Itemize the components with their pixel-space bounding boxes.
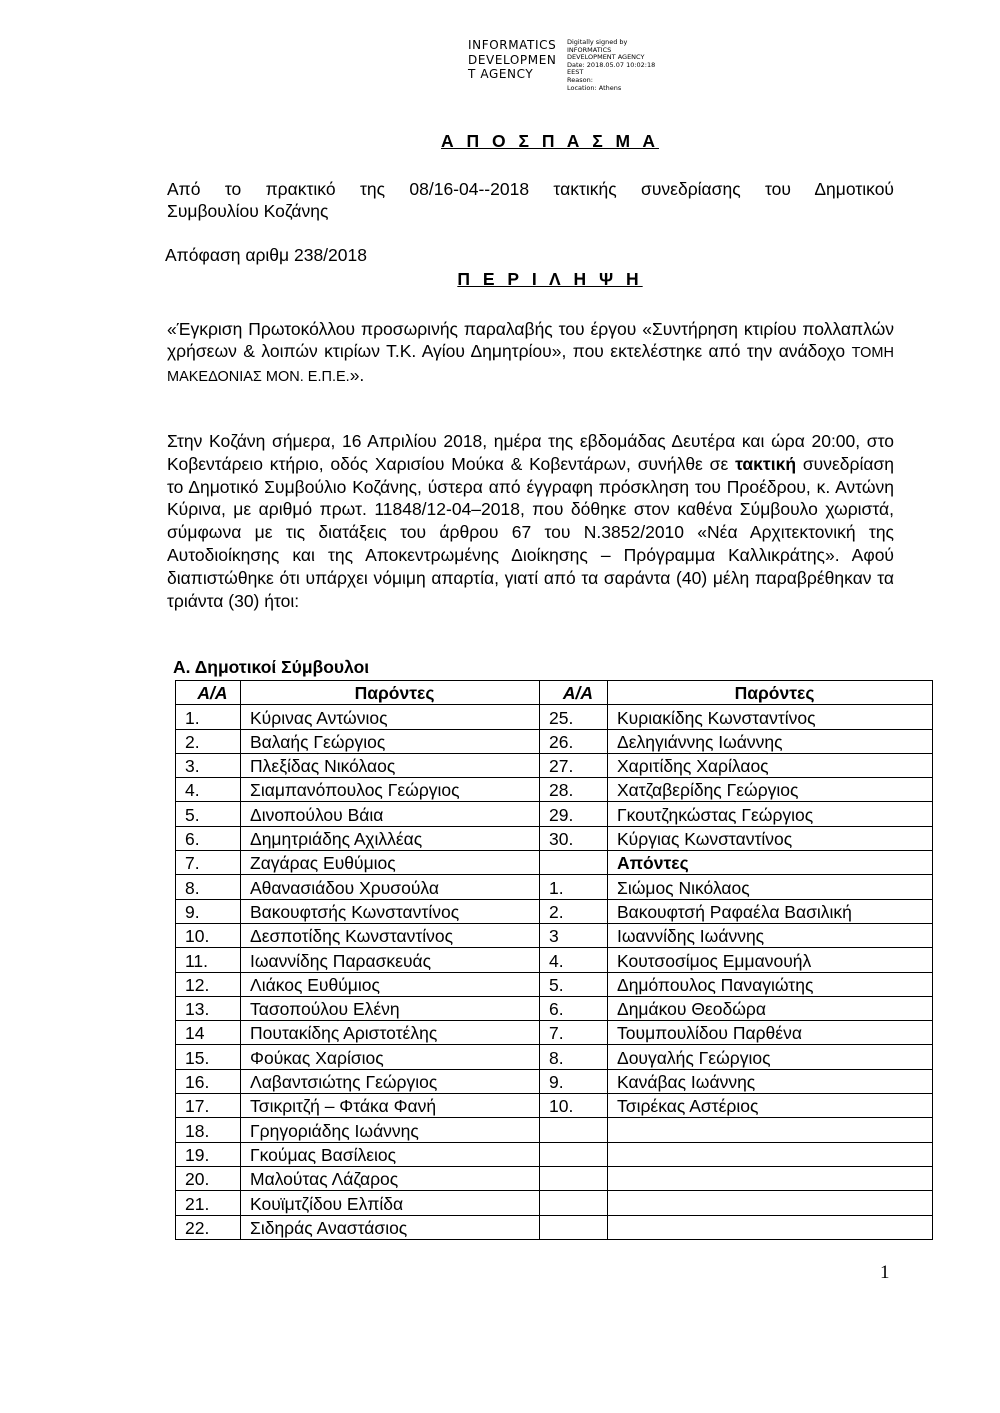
table-cell: 5. [176,802,241,826]
table-row [176,1215,933,1239]
table-cell: Αθανασιάδου Χρυσούλα [241,875,540,899]
signature-name-line: T AGENCY [468,67,534,81]
table-cell: 7. [176,851,241,875]
table-cell: Πουτακίδης Αριστοτέλης [241,1021,540,1045]
table-cell: Τουμπουλίδου Παρθένα [608,1021,933,1045]
table-row [176,802,933,826]
table-cell: Γκούμας Βασίλειος [241,1142,540,1166]
session-text: συνεδρίαση το Δημοτικό Συμβούλιο Κοζάνης, ύστερα από έγγραφη πρόσκληση του Προέδρου, κ. Αντώνη Κύρινα, με αριθμό πρωτ. 11848/12-04–2018, που δόθηκε στον καθένα Σύμβουλο χωριστά, σύμφωνα με τις διατάξεις του άρθρου 67 του Ν.3852/2010 «Νέα Αρχιτεκτονική της Αυτοδιοίκησης και της Αποκεντρωμένης Διοίκησης – Πρόγραμμα Καλλικράτης». Αφού διαπιστώθηκε ότι υπάρχει νόμιμη απαρτία, γιατί από τα σαράντα (40) μέλη παραβρέθηκαν τα τριάντα (30) ήτοι: [167,453,894,611]
section-title: Α. Δημοτικοί Σύμβουλοι [173,657,370,677]
table-cell [608,1191,933,1215]
table-cell: 2. [176,729,241,753]
column-header: Παρόντες [241,681,540,705]
session-paragraph [167,430,894,612]
signature-detail: Digitally signed by [567,38,628,46]
table-cell [608,1118,933,1142]
table-cell: 22. [176,1215,241,1239]
table-cell: 28. [540,778,608,802]
table-cell: Κύργιας Κωνσταντίνος [608,826,933,850]
table-header-row [176,681,933,705]
table-cell [608,1166,933,1190]
table-row [176,948,933,972]
contractor-name: ΤΟΜΗ ΜΑΚΕΔΟΝΙΑΣ ΜΟΝ. Ε.Π.Ε. [167,345,894,385]
table-cell: Δεληγιάννης Ιωάννης [608,729,933,753]
table-cell: 3 [540,923,608,947]
table-cell [540,1191,608,1215]
table-cell: Κυριακίδης Κωνσταντίνος [608,705,933,729]
table-cell: 26. [540,729,608,753]
intro-paragraph [167,178,894,222]
table-row [176,996,933,1020]
table-cell: Σιώμος Νικόλαος [608,875,933,899]
table-cell: Μαλούτας Λάζαρος [241,1166,540,1190]
table-cell: Τσιρέκας Αστέριος [608,1094,933,1118]
table-cell: 21. [176,1191,241,1215]
table-cell: 11. [176,948,241,972]
table-cell: 9. [540,1069,608,1093]
table-cell: Γρηγοριάδης Ιωάννης [241,1118,540,1142]
table-row [176,1191,933,1215]
table-cell: Δεσποτίδης Κωνσταντίνος [241,923,540,947]
table-cell: 14 [176,1021,241,1045]
table-row [176,1142,933,1166]
page-number: 1 [880,1262,890,1283]
table-cell [540,851,608,875]
table-cell: 30. [540,826,608,850]
table-cell: 6. [176,826,241,850]
members-table [175,680,933,1240]
summary-paragraph [167,318,894,388]
summary-end: ». [349,365,365,385]
table-cell: Βακουφτσής Κωνσταντίνος [241,899,540,923]
summary-title: Π Ε Ρ Ι Λ Η Ψ Η [457,269,643,289]
digital-signature [468,38,655,92]
table-cell: Πλεξίδας Νικόλαος [241,753,540,777]
table-row [176,875,933,899]
table-cell: Απόντες [608,851,933,875]
table-cell: 29. [540,802,608,826]
signature-detail: DEVELOPMENT AGENCY [567,53,645,62]
table-cell: Κουϊμτζίδου Ελπίδα [241,1191,540,1215]
table-cell: 16. [176,1069,241,1093]
table-cell: Δινοπούλου Βάια [241,802,540,826]
table-cell: 25. [540,705,608,729]
table-row [176,778,933,802]
intro-line: Συμβουλίου Κοζάνης [167,201,329,221]
table-cell: 8. [540,1045,608,1069]
table-cell: Λιάκος Ευθύμιος [241,972,540,996]
table-cell [540,1166,608,1190]
table-cell [540,1118,608,1142]
session-type: τακτική [735,453,797,474]
signature-detail: EEST [567,68,584,77]
column-header: Α/Α [540,681,608,705]
table-row [176,1094,933,1118]
table-cell: Λαβαντσιώτης Γεώργιος [241,1069,540,1093]
signature-name-line: DEVELOPMEN [468,52,557,67]
table-row [176,705,933,729]
table-cell: 4. [540,948,608,972]
signature-details [567,38,655,92]
table-cell [608,1215,933,1239]
table-cell: 8. [176,875,241,899]
summary-text: «Έγκριση Πρωτοκόλλου προσωρινής παραλαβής του έργου «Συντήρηση κτιρίου πολλαπλών χρήσεων & λοιπών κτιρίων Τ.Κ. Αγίου Δημητρίου», που εκτελέστηκε από την ανάδοχο [167,319,894,361]
table-cell: 6. [540,996,608,1020]
table-row [176,753,933,777]
table-row [176,1118,933,1142]
signature-detail: Reason: [567,75,593,84]
table-cell: 4. [176,778,241,802]
intro-line: Από το πρακτικό της 08/16-04--2018 τακτικής συνεδρίασης του Δημοτικού [167,179,894,199]
table-row [176,729,933,753]
table-cell: Σιαμπανόπουλος Γεώργιος [241,778,540,802]
table-cell: Φούκας Χαρίσιος [241,1045,540,1069]
table-cell: Γκουτζηκώστας Γεώργιος [608,802,933,826]
table-row [176,1166,933,1190]
table-cell: 20. [176,1166,241,1190]
table-cell: 1. [540,875,608,899]
table-cell: 7. [540,1021,608,1045]
table-cell [608,1142,933,1166]
table-cell: 27. [540,753,608,777]
table-cell: Ιωαννίδης Ιωάννης [608,923,933,947]
table-cell [540,1142,608,1166]
table-row [176,851,933,875]
signature-detail: Date: 2018.05.07 10:02:18 [567,60,656,69]
table-cell: Ιωαννίδης Παρασκευάς [241,948,540,972]
table-cell: 15. [176,1045,241,1069]
table-cell: Κουτσοσίμος Εμμανουήλ [608,948,933,972]
table-row [176,1045,933,1069]
table-cell: 18. [176,1118,241,1142]
signature-detail: Location: Athens [567,83,622,92]
table-row [176,899,933,923]
table-cell: 5. [540,972,608,996]
signature-name-line: INFORMATICS [468,38,557,52]
table-cell: Ζαγάρας Ευθύμιος [241,851,540,875]
table-cell: 3. [176,753,241,777]
table-cell: Δημάκου Θεοδώρα [608,996,933,1020]
decision-number: Απόφαση αριθμ 238/2018 [165,245,367,265]
table-cell [540,1215,608,1239]
table-row [176,923,933,947]
document-title: Α Π Ο Σ Π Α Σ Μ Α [441,131,659,151]
table-cell: Τασοπούλου Ελένη [241,996,540,1020]
column-header: Παρόντες [608,681,933,705]
table-cell: 1. [176,705,241,729]
session-text: Στην Κοζάνη σήμερα, 16 Απριλίου 2018, ημέρα της εβδομάδας Δευτέρα και ώρα 20:00, στο Κοβεντάρειο κτήριο, οδός Χαρισίου Μούκα & Κοβεντάρων, συνήλθε σε [167,431,894,474]
table-cell: Χατζαβερίδης Γεώργιος [608,778,933,802]
table-cell: 10. [176,923,241,947]
table-cell: Σιδηράς Αναστάσιος [241,1215,540,1239]
table-cell: 10. [540,1094,608,1118]
table-row [176,1069,933,1093]
column-header: Α/Α [176,681,241,705]
table-cell: 13. [176,996,241,1020]
table-cell: 12. [176,972,241,996]
table-cell: Δημόπουλος Παναγιώτης [608,972,933,996]
table-cell: Χαριτίδης Χαρίλαος [608,753,933,777]
table-cell: 9. [176,899,241,923]
table-cell: 2. [540,899,608,923]
table-cell: Τσικριτζή – Φτάκα Φανή [241,1094,540,1118]
table-cell: Βακουφτσή Ραφαέλα Βασιλική [608,899,933,923]
table-row [176,1021,933,1045]
table-cell: 17. [176,1094,241,1118]
signature-name [468,38,564,92]
table-cell: Δουγαλής Γεώργιος [608,1045,933,1069]
table-cell: 19. [176,1142,241,1166]
signature-detail: INFORMATICS [567,45,612,54]
table-row [176,826,933,850]
table-cell: Βαλαής Γεώργιος [241,729,540,753]
table-row [176,972,933,996]
table-cell: Κύρινας Αντώνιος [241,705,540,729]
table-cell: Κανάβας Ιωάννης [608,1069,933,1093]
table-cell: Δημητριάδης Αχιλλέας [241,826,540,850]
